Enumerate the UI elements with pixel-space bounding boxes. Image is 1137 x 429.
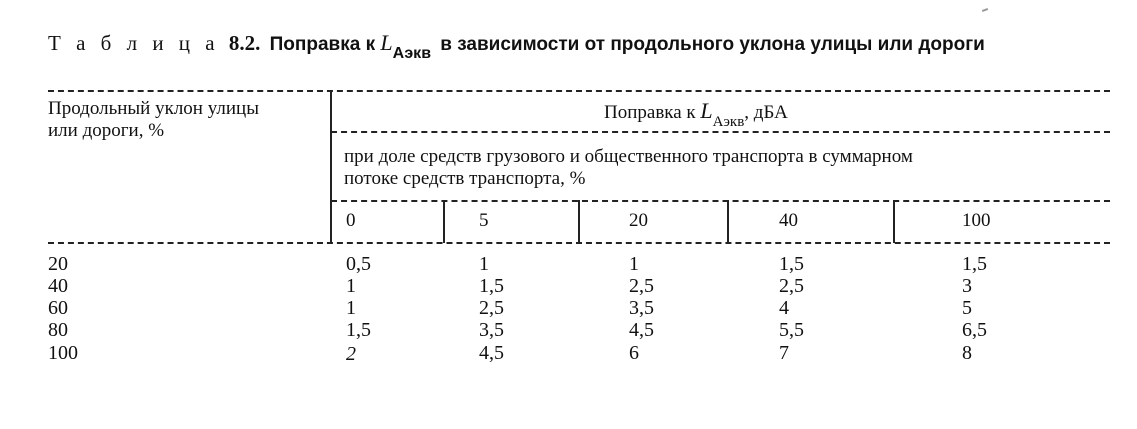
value-cell: 1 xyxy=(479,253,489,275)
correction-header xyxy=(604,98,788,130)
value-cell: 2 xyxy=(346,343,356,365)
correction-header-before: Поправка к xyxy=(604,102,696,123)
value-cell: 1,5 xyxy=(479,275,504,297)
value-cell: 5,5 xyxy=(779,319,804,341)
header-rule-share xyxy=(331,200,1110,202)
caption-title-after: в зависимости от продольного уклона улицы или дороги xyxy=(440,34,985,55)
value-cell: 1,5 xyxy=(779,253,804,275)
slope-cell: 100 xyxy=(48,342,78,364)
value-cell: 1 xyxy=(629,253,639,275)
value-cell: 6 xyxy=(629,342,639,364)
value-cell: 1,5 xyxy=(962,253,987,275)
share-header xyxy=(344,146,913,190)
caption-title-before: Поправка к xyxy=(269,34,376,55)
value-cell: 0,5 xyxy=(346,253,371,275)
col-header-20: 20 xyxy=(629,210,648,231)
value-cell: 2,5 xyxy=(629,275,654,297)
col-header-0: 0 xyxy=(346,210,356,231)
correction-header-after: , дБА xyxy=(744,102,788,123)
value-cell: 1 xyxy=(346,297,356,319)
value-cell: 1 xyxy=(346,275,356,297)
value-cell: 2,5 xyxy=(479,297,504,319)
col-divider-1 xyxy=(443,200,445,243)
first-col-header-line2: или дороги, % xyxy=(48,120,165,141)
col-header-100: 100 xyxy=(962,210,991,231)
scan-speck xyxy=(982,8,988,12)
caption-label: Т а б л и ц а xyxy=(48,31,220,55)
col-header-5: 5 xyxy=(479,210,489,231)
value-cell: 5 xyxy=(962,297,972,319)
caption-symbol-subscript: Аэкв xyxy=(392,45,432,62)
col-divider-3 xyxy=(727,200,729,243)
value-cell: 3 xyxy=(962,275,972,297)
first-col-header xyxy=(48,98,259,142)
correction-header-subscript: Аэкв xyxy=(712,114,745,130)
correction-header-symbol: L xyxy=(700,98,713,123)
slope-cell: 60 xyxy=(48,297,68,319)
header-rule-correction xyxy=(331,131,1110,133)
caption-number: 8.2. xyxy=(228,31,261,55)
value-cell: 8 xyxy=(962,342,972,364)
slope-cell: 80 xyxy=(48,319,68,341)
slope-cell: 40 xyxy=(48,275,68,297)
share-header-line1: при доле средств грузового и общественного транспорта в суммарном xyxy=(344,146,913,167)
value-cell: 4 xyxy=(779,297,789,319)
value-cell: 3,5 xyxy=(629,297,654,319)
share-header-line2: потоке средств транспорта, % xyxy=(344,168,586,189)
col-header-40: 40 xyxy=(779,210,798,231)
value-cell: 3,5 xyxy=(479,319,504,341)
value-cell: 1,5 xyxy=(346,319,371,341)
table-top-rule xyxy=(48,90,1110,92)
first-col-header-line1: Продольный уклон улицы xyxy=(48,98,259,119)
first-col-divider xyxy=(330,90,332,243)
value-cell: 4,5 xyxy=(629,319,654,341)
col-divider-2 xyxy=(578,200,580,243)
value-cell: 7 xyxy=(779,342,789,364)
slope-cell: 20 xyxy=(48,253,68,275)
value-cell: 4,5 xyxy=(479,342,504,364)
value-cell: 6,5 xyxy=(962,319,987,341)
table-caption xyxy=(48,30,985,62)
value-cell: 2,5 xyxy=(779,275,804,297)
col-divider-4 xyxy=(893,200,895,243)
caption-symbol: L xyxy=(380,30,393,55)
